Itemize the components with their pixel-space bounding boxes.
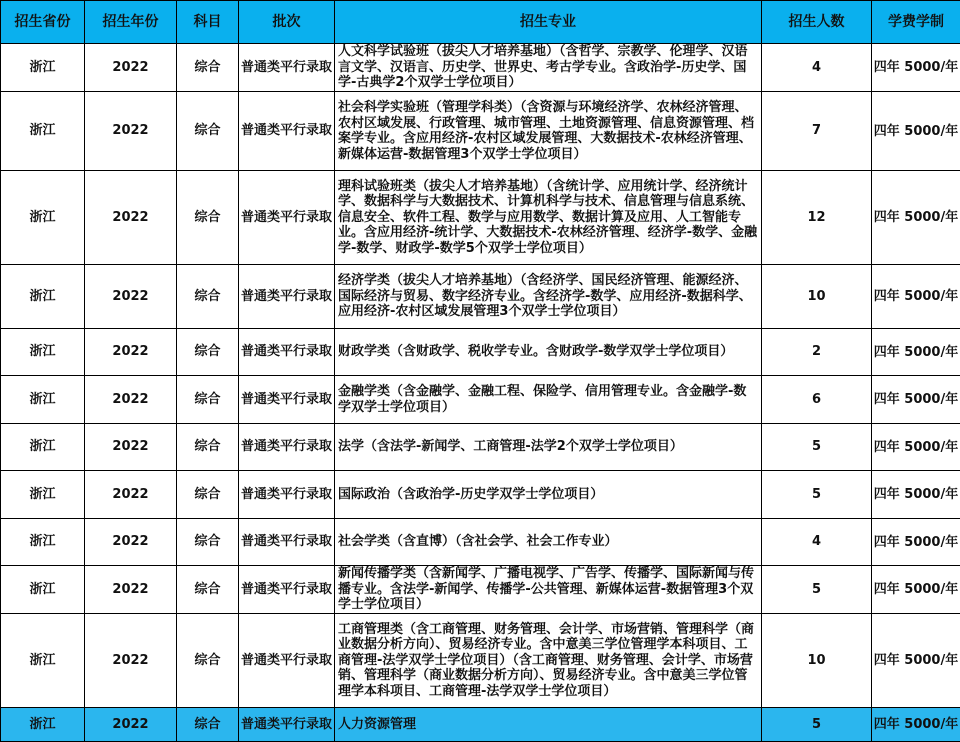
cell-province: 浙江: [1, 329, 85, 376]
cell-count: 5: [762, 471, 872, 519]
cell-fee: 四年 5000/年: [872, 329, 960, 376]
cell-fee: 四年 5000/年: [872, 614, 960, 708]
cell-major: 法学（含法学-新闻学、工商管理-法学2个双学士学位项目）: [335, 424, 762, 471]
cell-count: 2: [762, 329, 872, 376]
cell-major: 人文科学试验班（拔尖人才培养基地）（含哲学、宗教学、伦理学、汉语言文学、汉语言、历史学、世界史、考古学专业。含政治学-历史学、国学-古典学2个双学士学位项目）: [335, 44, 762, 92]
cell-batch: 普通类平行录取: [239, 171, 335, 265]
cell-subject: 综合: [177, 566, 239, 614]
cell-major: 理科试验班类（拔尖人才培养基地）（含统计学、应用统计学、经济统计学、数据科学与大数据技术、计算机科学与技术、信息管理与信息系统、信息安全、软件工程、数学与应用数学、数据计算及应用、人工智能专业。含应用经济-统计学、大数据技术-农林经济管理、经济学-数学、金融学-数学、财政学-数学5个双学士学位项目）: [335, 171, 762, 265]
cell-major: 社会学类（含直博）（含社会学、社会工作专业）: [335, 519, 762, 566]
cell-province: 浙江: [1, 424, 85, 471]
cell-batch: 普通类平行录取: [239, 265, 335, 329]
header-fee: 学费学制: [872, 1, 960, 44]
cell-count: 4: [762, 44, 872, 92]
cell-major: 经济学类（拔尖人才培养基地）（含经济学、国民经济管理、能源经济、国际经济与贸易、数字经济专业。含经济学-数学、应用经济-数据科学、应用经济-农村区域发展管理3个双学士学位项目）: [335, 265, 762, 329]
cell-province: 浙江: [1, 171, 85, 265]
cell-subject: 综合: [177, 519, 239, 566]
cell-fee: 四年 5000/年: [872, 44, 960, 92]
header-year: 招生年份: [85, 1, 177, 44]
cell-subject: 综合: [177, 424, 239, 471]
cell-year: 2022: [85, 614, 177, 708]
cell-province: 浙江: [1, 44, 85, 92]
cell-subject: 综合: [177, 44, 239, 92]
cell-year: 2022: [85, 471, 177, 519]
table-row-highlighted: [1, 708, 960, 742]
cell-count: 7: [762, 92, 872, 171]
cell-year: 2022: [85, 44, 177, 92]
cell-batch: 普通类平行录取: [239, 519, 335, 566]
cell-batch: 普通类平行录取: [239, 614, 335, 708]
cell-batch: 普通类平行录取: [239, 44, 335, 92]
cell-major: 社会科学实验班（管理学科类）（含资源与环境经济学、农林经济管理、农村区域发展、行政管理、城市管理、土地资源管理、信息资源管理、档案学专业。含应用经济-农村区域发展管理、大数据技术-农林经济管理、新媒体运营-数据管理3个双学士学位项目）: [335, 92, 762, 171]
header-subject: 科目: [177, 1, 239, 44]
cell-province: 浙江: [1, 471, 85, 519]
cell-major: 国际政治（含政治学-历史学双学士学位项目）: [335, 471, 762, 519]
cell-fee: 四年 5000/年: [872, 471, 960, 519]
cell-count: 5: [762, 566, 872, 614]
cell-batch: 普通类平行录取: [239, 708, 335, 742]
cell-subject: 综合: [177, 92, 239, 171]
cell-batch: 普通类平行录取: [239, 92, 335, 171]
cell-subject: 综合: [177, 376, 239, 424]
cell-fee: 四年 5000/年: [872, 171, 960, 265]
table-row: [1, 329, 960, 376]
table-row: [1, 171, 960, 265]
cell-province: 浙江: [1, 566, 85, 614]
cell-count: 12: [762, 171, 872, 265]
table-row: [1, 471, 960, 519]
cell-year: 2022: [85, 265, 177, 329]
cell-count: 5: [762, 708, 872, 742]
table-row: [1, 44, 960, 92]
header-province: 招生省份: [1, 1, 85, 44]
cell-batch: 普通类平行录取: [239, 424, 335, 471]
cell-province: 浙江: [1, 708, 85, 742]
cell-subject: 综合: [177, 708, 239, 742]
cell-major: 人力资源管理: [335, 708, 762, 742]
cell-subject: 综合: [177, 614, 239, 708]
cell-fee: 四年 5000/年: [872, 708, 960, 742]
header-batch: 批次: [239, 1, 335, 44]
header-major: 招生专业: [335, 1, 762, 44]
cell-batch: 普通类平行录取: [239, 471, 335, 519]
cell-fee: 四年 5000/年: [872, 376, 960, 424]
cell-fee: 四年 5000/年: [872, 424, 960, 471]
cell-batch: 普通类平行录取: [239, 329, 335, 376]
cell-year: 2022: [85, 376, 177, 424]
table-row: [1, 519, 960, 566]
cell-major: 新闻传播学类（含新闻学、广播电视学、广告学、传播学、国际新闻与传播专业。含法学-新闻学、传播学-公共管理、新媒体运营-数据管理3个双学士学位项目）: [335, 566, 762, 614]
cell-province: 浙江: [1, 92, 85, 171]
cell-year: 2022: [85, 519, 177, 566]
cell-batch: 普通类平行录取: [239, 376, 335, 424]
cell-fee: 四年 5000/年: [872, 265, 960, 329]
cell-subject: 综合: [177, 171, 239, 265]
cell-batch: 普通类平行录取: [239, 566, 335, 614]
cell-province: 浙江: [1, 265, 85, 329]
cell-year: 2022: [85, 329, 177, 376]
cell-province: 浙江: [1, 614, 85, 708]
cell-year: 2022: [85, 424, 177, 471]
cell-count: 6: [762, 376, 872, 424]
header-count: 招生人数: [762, 1, 872, 44]
cell-province: 浙江: [1, 519, 85, 566]
cell-major: 工商管理类（含工商管理、财务管理、会计学、市场营销、管理科学（商业数据分析方向）、贸易经济专业。含中意美三学位管理学本科项目、工商管理-法学双学士学位项目）（含工商管理、财务管理、会计学、市场营销、管理科学（商业数据分析方向）、贸易经济专业。含中意美三学位管理学本科项目、工商管理-法学双学士学位项目）: [335, 614, 762, 708]
cell-subject: 综合: [177, 329, 239, 376]
cell-count: 10: [762, 265, 872, 329]
cell-fee: 四年 5000/年: [872, 519, 960, 566]
table-row: [1, 265, 960, 329]
cell-subject: 综合: [177, 471, 239, 519]
cell-fee: 四年 5000/年: [872, 92, 960, 171]
table-row: [1, 376, 960, 424]
header-row: [1, 1, 960, 44]
cell-year: 2022: [85, 566, 177, 614]
cell-count: 5: [762, 424, 872, 471]
cell-year: 2022: [85, 708, 177, 742]
cell-fee: 四年 5000/年: [872, 566, 960, 614]
cell-major: 财政学类（含财政学、税收学专业。含财政学-数学双学士学位项目）: [335, 329, 762, 376]
cell-province: 浙江: [1, 376, 85, 424]
cell-subject: 综合: [177, 265, 239, 329]
cell-year: 2022: [85, 92, 177, 171]
table-row: [1, 614, 960, 708]
table-row: [1, 424, 960, 471]
cell-count: 4: [762, 519, 872, 566]
table-row: [1, 92, 960, 171]
cell-count: 10: [762, 614, 872, 708]
cell-major: 金融学类（含金融学、金融工程、保险学、信用管理专业。含金融学-数学双学士学位项目）: [335, 376, 762, 424]
table-row: [1, 566, 960, 614]
cell-year: 2022: [85, 171, 177, 265]
